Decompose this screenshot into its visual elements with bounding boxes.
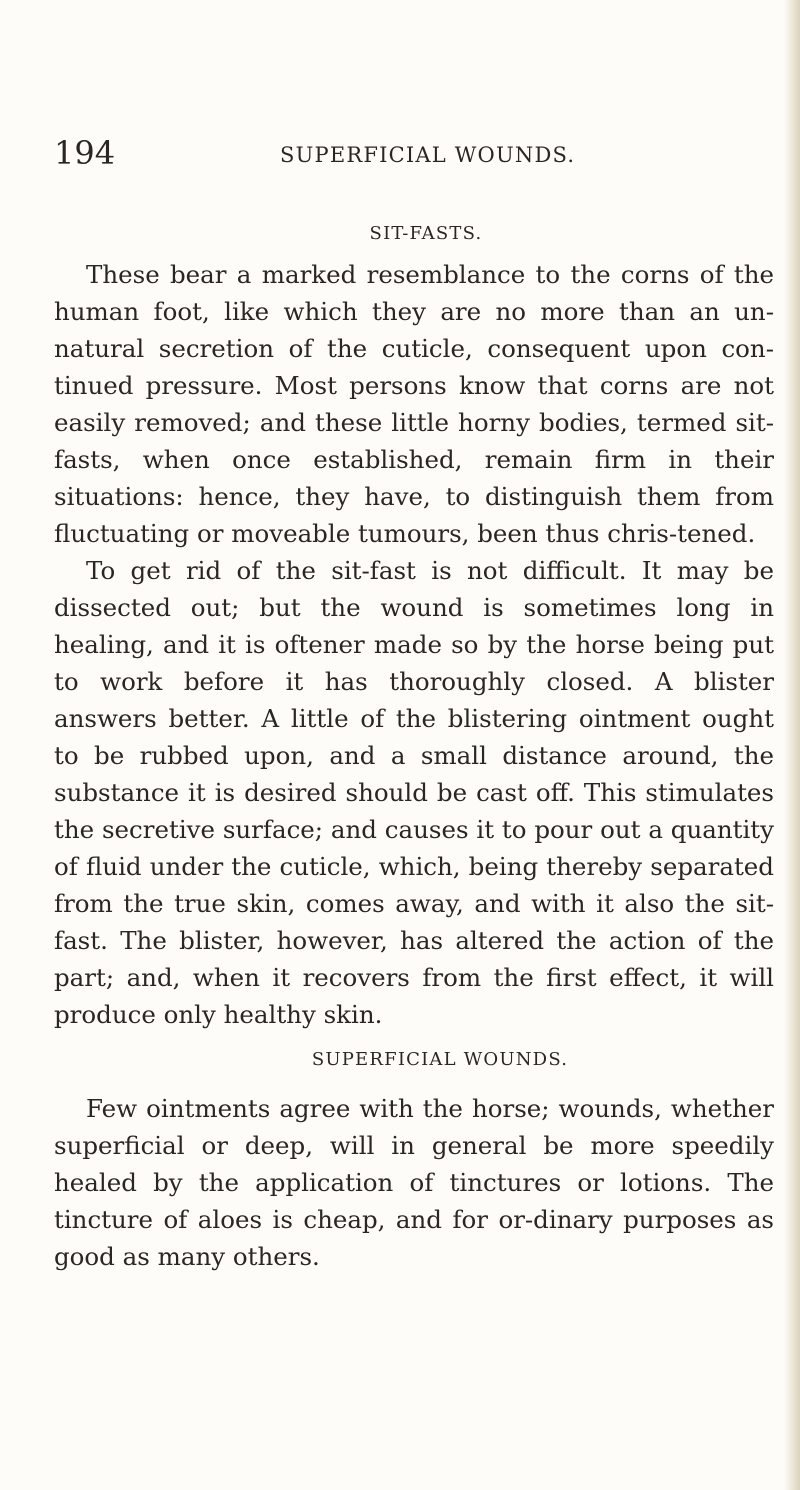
page-number: 194: [54, 134, 116, 172]
page-header: [54, 133, 614, 173]
paragraph: To get rid of the sit-fast is not difficult. It may be dissected out; but the wound is sometimes long in healing, and it is oftener made so by the horse being put to work before it has thoroughly closed. A blister answers better. A little of the blistering ointment ought to be rubbed upon, and a small distance around, the substance it is desired should be cast off. This stimulates the secretive surface; and causes it to pour out a quantity of fluid under the cuticle, which, being thereby separated from the true skin, comes away, and with it also the sit-fast. The blister, however, has altered the action of the part; and, when it recovers from the first effect, it will produce only healthy skin.: [54, 556, 774, 1029]
paragraph: These bear a marked resemblance to the corns of the human foot, like which they are no more than an un-natural secretion of the cuticle, consequent upon con-tinued pressure. Most persons know that corns are not easily removed; and these little horny bodies, termed sit-fasts, when once established, remain firm in their situations: hence, they have, to distinguish them from fluctuating or moveable tumours, been thus chris-tened.: [54, 260, 774, 548]
section-heading-superficial-wounds: SUPERFICIAL WOUNDS.: [311, 1049, 569, 1070]
body-text: [54, 222, 774, 1275]
paragraph: Few ointments agree with the horse; wounds, whether superficial or deep, will in general be more speedily healed by the application of tinctures or lotions. The tincture of aloes is cheap, and for or-dinary purposes as good as many others.: [54, 1094, 774, 1271]
running-head: SUPERFICIAL WOUNDS.: [280, 143, 576, 167]
section-heading-sit-fasts: SIT-FASTS.: [369, 223, 483, 244]
page-edge-shadow: [784, 0, 800, 1490]
